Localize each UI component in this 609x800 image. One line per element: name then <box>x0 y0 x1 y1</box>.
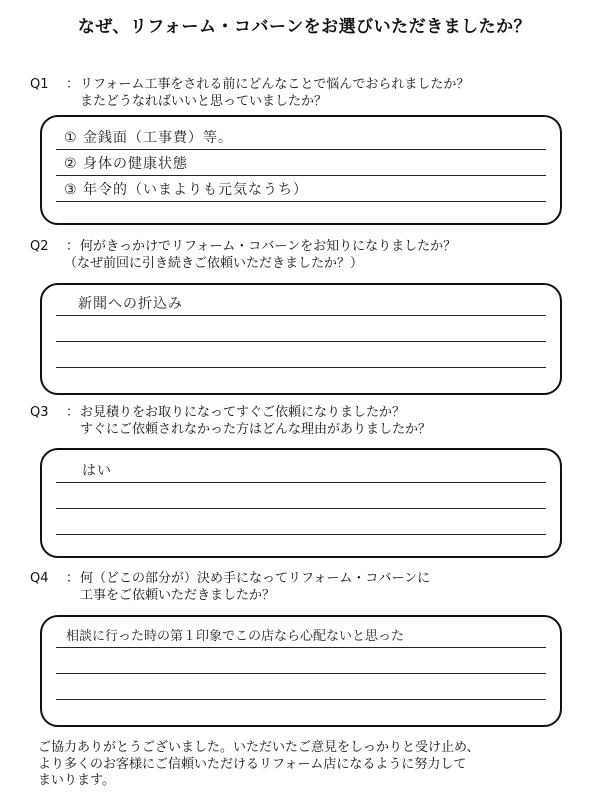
handwritten-answer: ③ 年令的（いまよりも元気なうち） <box>64 182 309 198</box>
closing-message <box>38 740 583 790</box>
handwritten-answer: 相談に行った時の第１印象でこの店なら心配ないと思った <box>66 629 405 644</box>
question-text-line2: 工事をご依頼いただきましたか？ <box>80 588 276 603</box>
ruled-line <box>56 508 546 509</box>
handwritten-answer: ① 金銭面（工事費）等。 <box>64 130 234 146</box>
closing-line-2: より多くのお客様にご信頼いただけるリフォーム店になるように努力して <box>38 756 467 772</box>
page-title: なぜ、リフォーム・コバーンをお選びいただきましたか？ <box>77 17 532 37</box>
handwritten-answer: ② 身体の健康状態 <box>64 156 189 172</box>
question-number: Q2 <box>30 239 49 254</box>
ruled-line <box>56 647 546 648</box>
ruled-line <box>56 673 546 674</box>
ruled-line <box>56 367 546 368</box>
question-number: Q3 <box>30 405 49 420</box>
question-number: Q4 <box>30 571 49 586</box>
question-text-line1: お見積りをお取りになってすぐご依頼になりましたか？ <box>80 405 406 420</box>
question-separator: ： <box>66 239 80 254</box>
handwritten-answer: 新聞への折込み <box>78 296 183 312</box>
ruled-line <box>56 201 546 202</box>
question-separator: ： <box>66 571 80 586</box>
answer-box-1 <box>40 115 562 225</box>
question-4 <box>30 570 430 604</box>
answer-box-3 <box>40 448 562 558</box>
question-text-line2: またどうなればいいと思っていましたか？ <box>80 94 328 109</box>
answer-box-4 <box>40 615 562 727</box>
question-3 <box>30 404 431 438</box>
handwritten-answer: はい <box>82 463 112 479</box>
question-1 <box>30 76 469 110</box>
ruled-line <box>56 534 546 535</box>
ruled-line <box>56 699 546 700</box>
question-text-line2: （なぜ前回に引き続きご依頼いただきましたか？） <box>64 256 364 271</box>
question-separator: ： <box>66 405 80 420</box>
ruled-line <box>56 482 546 483</box>
ruled-line <box>56 149 546 150</box>
ruled-line <box>56 175 546 176</box>
question-2 <box>30 238 456 272</box>
answer-box-2 <box>40 283 562 395</box>
closing-line-1: ご協力ありがとうございました。いただいたご意見をしっかりと受け止め、 <box>38 740 480 755</box>
ruled-line <box>56 315 546 316</box>
question-text-line2: すぐにご依頼されなかった方はどんな理由がありましたか？ <box>80 422 432 437</box>
ruled-line <box>56 341 546 342</box>
question-separator: ： <box>66 77 80 92</box>
question-text-line1: 何がきっかけでリフォーム・コバーンをお知りになりましたか？ <box>80 239 457 254</box>
closing-line-3: まいります。 <box>38 773 115 788</box>
question-text-line1: リフォーム工事をされる前にどんなことで悩んでおられましたか？ <box>80 77 470 92</box>
question-number: Q1 <box>30 77 49 92</box>
question-text-line1: 何（どこの部分が）決め手になってリフォーム・コバーンに <box>80 571 431 586</box>
